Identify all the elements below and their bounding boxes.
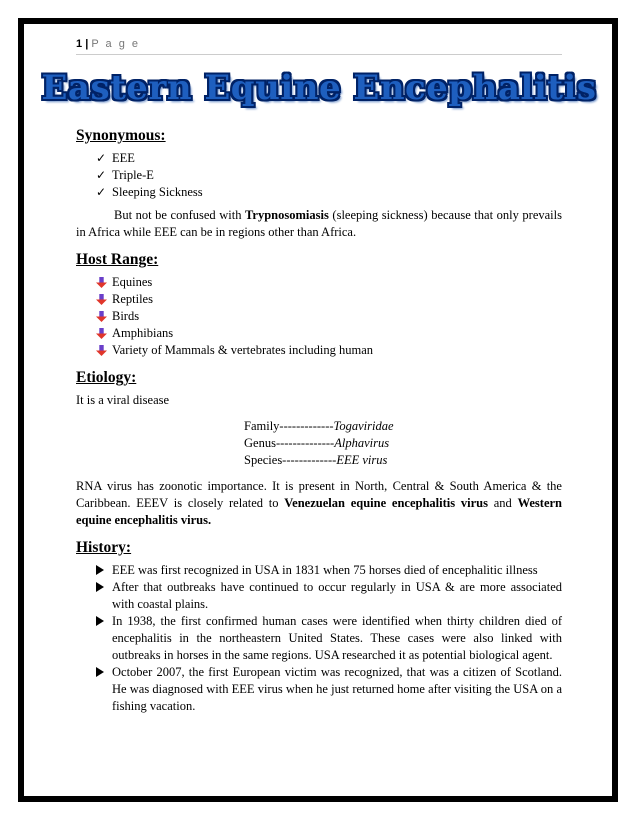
- list-item-text: In 1938, the first confirmed human cases were identified when thirty children died of encephalitis in the northeastern United States. These cases were also linked with outbreaks in horses in the same regions. USA researched it as potential biological agent.: [112, 614, 562, 662]
- history-list: [76, 562, 562, 715]
- document-title: Eastern Equine Encephalitis: [41, 68, 597, 108]
- synonymous-heading: Synonymous:: [76, 127, 166, 144]
- page-word: P a g e: [91, 38, 140, 50]
- list-item: [96, 613, 562, 664]
- taxonomy-genus: [244, 435, 562, 452]
- synonymous-paragraph: [76, 207, 562, 241]
- text-run: But not be confused with: [114, 208, 246, 222]
- list-item: [96, 562, 562, 579]
- down-arrow-icon: [96, 294, 107, 305]
- checkmark-icon: ✓: [96, 185, 107, 199]
- bold-term: Western equine encephalitis virus.: [76, 496, 562, 527]
- list-item-text: Sleeping Sickness: [112, 185, 203, 199]
- list-item-text: Birds: [112, 309, 140, 323]
- taxonomy-value: Togaviridae: [333, 419, 394, 433]
- synonymous-list: [76, 150, 562, 201]
- list-item-text: Equines: [112, 275, 153, 289]
- list-item: [96, 150, 562, 167]
- list-item-text: EEE: [112, 151, 135, 165]
- list-item-text: Variety of Mammals & vertebrates including human: [112, 343, 374, 357]
- list-item: [96, 184, 562, 201]
- etiology-heading: Etiology:: [76, 369, 137, 386]
- page-separator: |: [85, 38, 89, 50]
- document-body: [76, 126, 562, 715]
- list-item: [96, 274, 562, 291]
- down-arrow-icon: [96, 345, 107, 356]
- down-arrow-icon: [96, 277, 107, 288]
- list-item-text: Reptiles: [112, 292, 153, 306]
- list-item-text: October 2007, the first European victim was recognized, that was a citizen of Scotland. He was diagnosed with EEE virus when he just returned home after visiting the USA on a fishing vacation.: [112, 665, 562, 713]
- taxonomy-family: [244, 418, 562, 435]
- text-run: and: [487, 496, 518, 510]
- down-arrow-icon: [96, 328, 107, 339]
- list-item-text: Triple-E: [112, 168, 154, 182]
- list-item: [96, 342, 562, 359]
- page-number: 1: [76, 38, 83, 50]
- checkmark-icon: ✓: [96, 151, 107, 165]
- checkmark-icon: ✓: [96, 168, 107, 182]
- header-rule: [76, 54, 562, 55]
- history-heading: History:: [76, 539, 132, 556]
- list-item-text: EEE was first recognized in USA in 1831 when 75 horses died of encephalitic illness: [112, 563, 538, 577]
- bold-term: Trypnosomiasis: [245, 208, 329, 222]
- taxonomy-label: Species-------------: [244, 453, 337, 467]
- arrowhead-icon: [96, 582, 104, 592]
- host-range-list: [76, 274, 562, 359]
- list-item-text: After that outbreaks have continued to occur regularly in USA & are more associated with coastal plains.: [112, 580, 562, 611]
- page-header: [76, 38, 140, 50]
- list-item-text: Amphibians: [112, 326, 174, 340]
- arrowhead-icon: [96, 667, 104, 677]
- list-item: [96, 167, 562, 184]
- list-item: [96, 291, 562, 308]
- host-range-heading: Host Range:: [76, 251, 159, 268]
- taxonomy-block: [244, 418, 562, 469]
- text-run: (sleeping sickness) because that only prevails in Africa while EEE can be in regions other than Africa.: [76, 208, 562, 239]
- arrowhead-icon: [96, 616, 104, 626]
- taxonomy-label: Family-------------: [244, 419, 334, 433]
- bold-term: Venezuelan equine encephalitis virus: [284, 496, 488, 510]
- list-item: [96, 664, 562, 715]
- text-run: RNA virus has zoonotic importance. It is present in North, Central & South America & the Caribbean. EEEV is closely related to: [76, 479, 562, 510]
- taxonomy-value: Alphavirus: [334, 436, 390, 450]
- etiology-paragraph: [76, 478, 562, 529]
- list-item: [96, 325, 562, 342]
- etiology-intro: It is a viral disease: [76, 393, 170, 407]
- taxonomy-value: EEE virus: [336, 453, 388, 467]
- list-item: [96, 308, 562, 325]
- taxonomy-label: Genus--------------: [244, 436, 335, 450]
- down-arrow-icon: [96, 311, 107, 322]
- arrowhead-icon: [96, 565, 104, 575]
- list-item: [96, 579, 562, 613]
- taxonomy-species: [244, 452, 562, 469]
